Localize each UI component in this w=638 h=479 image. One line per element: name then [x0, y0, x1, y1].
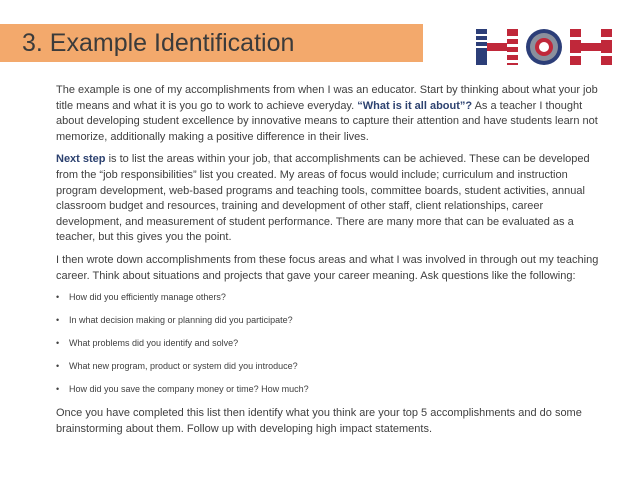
content-body	[56, 83, 604, 444]
list-item: • How did you efficiently manage others?	[56, 292, 226, 303]
paragraph-intro: The example is one of my accomplishments from when I was an educator. Start by thinking about what your job title means and what it is you go to work to achieve everyday. “What is it all about”? As a teacher I thought about developing student excellence by innovative means to capture their attention and have students learn not memorize, additionally making a positive difference in their lives.	[56, 84, 598, 143]
title-bar	[0, 24, 423, 62]
bullet-icon: •	[56, 361, 60, 372]
paragraph-next-step: Next step is to list the areas within your job, that accomplishments can be achieved. These can be developed from the “job responsibilities” list you created. My areas of focus would include; curriculum and instruction program development, web-based programs and teaching tools, committee boards, student activities, annual classroom budget and resources, training and development of other staff, client relationships, career development, and measurement of student performance. There are many more that can be evaluated as a teacher, but this gives you the point.	[56, 153, 590, 244]
hoh-logo-icon	[474, 26, 614, 68]
bullet-icon: •	[56, 315, 60, 326]
logo-seal	[526, 29, 562, 65]
bullet-icon: •	[56, 384, 60, 395]
page-title: 3. Example Identification	[22, 29, 295, 57]
logo-right-h	[570, 29, 612, 65]
bullet-icon: •	[56, 338, 60, 349]
emphasis-question: “What is it all about”?	[357, 99, 473, 112]
list-item: • How did you save the company money or time? How much?	[56, 384, 309, 395]
logo-left-h	[476, 29, 518, 65]
question-list	[56, 291, 604, 395]
list-item: • What new program, product or system did you introduce?	[56, 361, 298, 372]
list-item: • In what decision making or planning did you participate?	[56, 315, 293, 326]
next-step-label: Next step	[56, 153, 106, 166]
paragraph-accomplishments: I then wrote down accomplishments from these focus areas and what I was involved in through out my teaching career. Think about situations and projects that gave your career meaning. Ask questions like the following:	[56, 253, 599, 282]
list-item: • What problems did you identify and solve?	[56, 338, 239, 349]
bullet-icon: •	[56, 292, 60, 303]
paragraph-closing: Once you have completed this list then identify what you think are your top 5 accomplishments and do some brainstorming about them. Follow up with developing high impact statements.	[56, 407, 582, 435]
